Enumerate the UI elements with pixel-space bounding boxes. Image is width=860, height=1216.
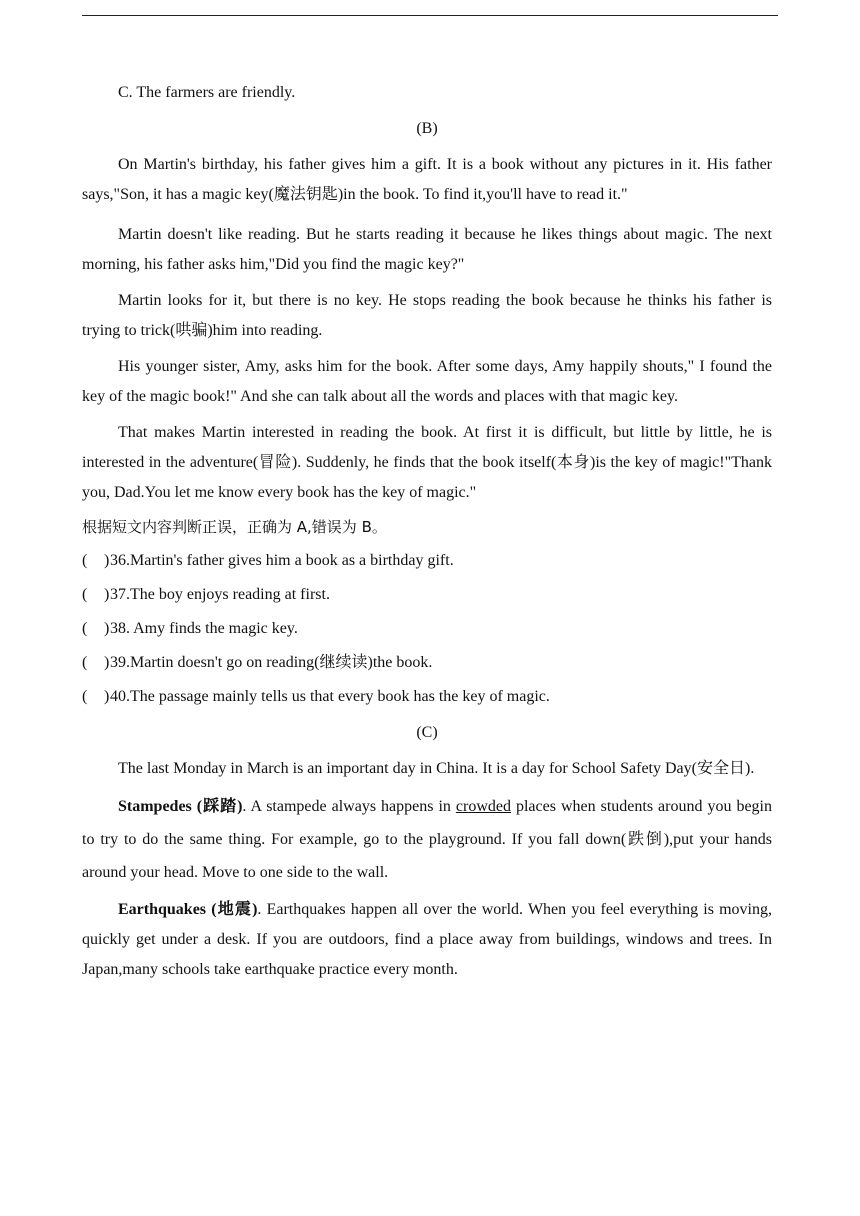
instruction: 根据短文内容判断正误，正确为 A,错误为 B。 [82, 518, 387, 536]
answer-blank-open: ( [82, 620, 88, 637]
section-b-paragraph-1: On Martin's birthday, his father gives him a gift. It is a book without any pictures in it. His father says,"Son, it has a magic key(魔法钥匙)in the book. To find it,you'll have to read it." [82, 156, 772, 203]
question-36 [82, 546, 772, 576]
section-c-earthquakes [82, 895, 772, 985]
section-c-intro: The last Monday in March is an important day in China. It is a day for School Safety Day(安全日). [118, 760, 755, 777]
answer-blank-close: ) [104, 552, 110, 569]
earthquakes-title: Earthquakes (地震) [118, 901, 258, 918]
answer-blank-open: ( [82, 654, 88, 671]
section-b-heading: (B) [416, 120, 438, 137]
question-text: 40.The passage mainly tells us that every book has the key of magic. [110, 688, 550, 705]
document-page [82, 78, 772, 985]
question-40 [82, 682, 772, 712]
question-38 [82, 614, 772, 644]
section-c-stampedes [82, 790, 772, 889]
section-b-paragraph-5: That makes Martin interested in reading the book. At first it is difficult, but little by little, he is interested in the adventure(冒险). Suddenly, he finds that the book itself(本身)is the key of magic!"Thank you, Dad.You let me know every book has the key of magic." [82, 424, 772, 501]
question-37 [82, 580, 772, 610]
question-text: 39.Martin doesn't go on reading(继续读)the book. [110, 654, 433, 671]
answer-blank-close: ) [104, 654, 110, 671]
section-b-paragraph-4: His younger sister, Amy, asks him for the book. After some days, Amy happily shouts," I found the key of the magic book!" And she can talk about all the words and places with that magic key. [82, 358, 772, 405]
answer-blank-close: ) [104, 688, 110, 705]
question-text: 37.The boy enjoys reading at first. [110, 586, 330, 603]
stampedes-underlined-word: crowded [455, 798, 511, 815]
answer-blank-open: ( [82, 586, 88, 603]
answer-blank-close: ) [104, 620, 110, 637]
answer-blank-open: ( [82, 552, 88, 569]
stampedes-title: Stampedes (踩踏) [118, 798, 243, 815]
question-39 [82, 648, 772, 678]
answer-blank-close: ) [104, 586, 110, 603]
section-b-paragraph-3: Martin looks for it, but there is no key. He stops reading the book because he thinks his father is trying to trick(哄骗)him into reading. [82, 292, 772, 339]
question-text: 36.Martin's father gives him a book as a birthday gift. [110, 552, 454, 569]
header-rule [82, 15, 778, 16]
answer-blank-open: ( [82, 688, 88, 705]
section-b-paragraph-2: Martin doesn't like reading. But he starts reading it because he likes things about magic. The next morning, his father asks him,"Did you find the magic key?" [82, 226, 772, 273]
option-c: C. The farmers are friendly. [118, 84, 296, 101]
stampedes-text-after: places when students around you begin to try to do the same thing. For example, go to the playground. If you fall down(跌倒),put your hands around your head. Move to one side to the wall. [82, 798, 772, 881]
question-text: 38. Amy finds the magic key. [110, 620, 298, 637]
earthquakes-text: . Earthquakes happen all over the world. When you feel everything is moving, quickly get under a desk. If you are outdoors, find a place away from buildings, windows and trees. In Japan,many schools take earthquake practice every month. [82, 901, 773, 978]
section-c-heading: (C) [416, 724, 438, 741]
stampedes-text-before: . A stampede always happens in [242, 798, 456, 815]
